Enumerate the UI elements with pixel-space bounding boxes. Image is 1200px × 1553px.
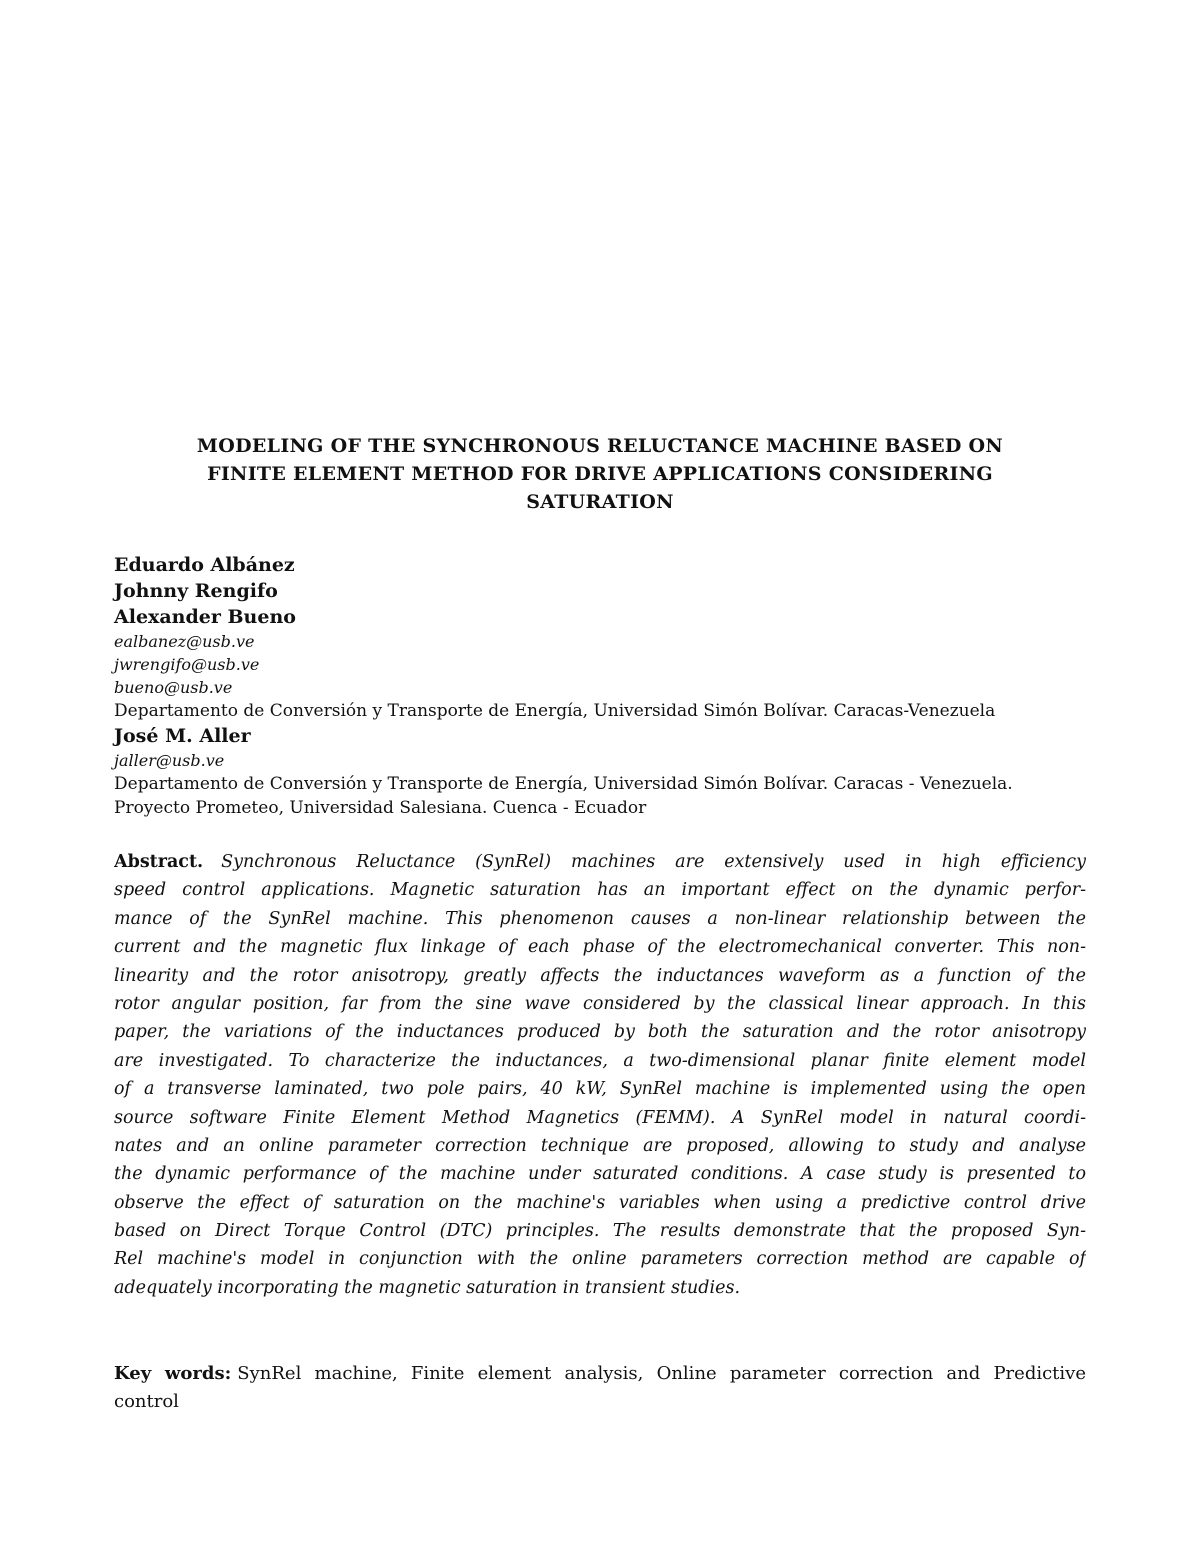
abstract-text: Synchronous Reluctance (SynRel) machines are extensively used in high efficiency — [221, 852, 1086, 872]
abstract-line: observe the effect of saturation on the machine's variables when using a predictive control drive — [114, 1192, 1086, 1213]
paper-title — [100, 432, 1100, 516]
abstract-line: current and the magnetic flux linkage of each phase of the electromechanical converter. This non- — [114, 937, 1086, 958]
abstract-line: are investigated. To characterize the inductances, a two-dimensional planar finite element model — [114, 1050, 1086, 1071]
abstract-line: of a transverse laminated, two pole pairs, 40 kW, SynRel machine is implemented using the open — [114, 1079, 1086, 1100]
keywords-line — [114, 1360, 1086, 1388]
abstract-line: linearity and the rotor anisotropy, greatly affects the inductances waveform as a function of the — [114, 965, 1086, 986]
title-line: SATURATION — [526, 491, 674, 513]
abstract-line: rotor angular position, far from the sine wave considered by the classical linear approach. In this — [114, 993, 1086, 1014]
title-line: MODELING OF THE SYNCHRONOUS RELUCTANCE MACHINE BASED ON — [196, 435, 1004, 457]
author-email: ealbanez@usb.ve — [114, 632, 255, 651]
abstract-line: the dynamic performance of the machine under saturated conditions. A case study is presented to — [114, 1164, 1086, 1185]
author-email: jwrengifo@usb.ve — [114, 655, 260, 674]
abstract-line: adequately incorporating the magnetic saturation in transient studies. — [114, 1277, 741, 1298]
keywords-line: control — [114, 1391, 179, 1412]
abstract-label: Abstract. — [114, 852, 204, 872]
abstract-line: source software Finite Element Method Magnetics (FEMM). A SynRel model in natural coordi- — [114, 1107, 1086, 1128]
abstract-line: speed control applications. Magnetic saturation has an important effect on the dynamic perfor- — [114, 880, 1086, 901]
author-block — [114, 552, 1094, 820]
abstract-line: mance of the SynRel machine. This phenomenon causes a non-linear relationship between the — [114, 908, 1086, 929]
abstract-line: Rel machine's model in conjunction with the online parameters correction method are capable of — [114, 1249, 1086, 1270]
author-name: Alexander Bueno — [114, 606, 296, 628]
author-affiliation: Departamento de Conversión y Transporte de Energía, Universidad Simón Bolívar. Caracas-Venezuela — [114, 701, 996, 721]
author-affiliation: Proyecto Prometeo, Universidad Salesiana. Cuenca - Ecuador — [114, 798, 647, 818]
author-name: Johnny Rengifo — [114, 580, 278, 602]
author-email: jaller@usb.ve — [114, 751, 225, 770]
author-email: bueno@usb.ve — [114, 678, 233, 697]
abstract-line: based on Direct Torque Control (DTC) principles. The results demonstrate that the proposed Syn- — [114, 1221, 1086, 1242]
abstract-line: nates and an online parameter correction technique are proposed, allowing to study and analyse — [114, 1135, 1086, 1156]
abstract — [114, 848, 1086, 1302]
author-affiliation: Departamento de Conversión y Transporte de Energía, Universidad Simón Bolívar. Caracas - Venezuela. — [114, 774, 1013, 794]
abstract-line — [114, 848, 1086, 876]
keywords-text: SynRel machine, Finite element analysis, Online parameter correction and Predictive — [237, 1363, 1086, 1384]
abstract-line: paper, the variations of the inductances produced by both the saturation and the rotor anisotropy — [114, 1022, 1086, 1043]
keywords — [114, 1360, 1086, 1416]
title-line: FINITE ELEMENT METHOD FOR DRIVE APPLICATIONS CONSIDERING — [207, 463, 993, 485]
author-name: Eduardo Albánez — [114, 554, 295, 576]
keywords-label: Key words: — [114, 1363, 232, 1384]
author-name: José M. Aller — [114, 725, 251, 747]
